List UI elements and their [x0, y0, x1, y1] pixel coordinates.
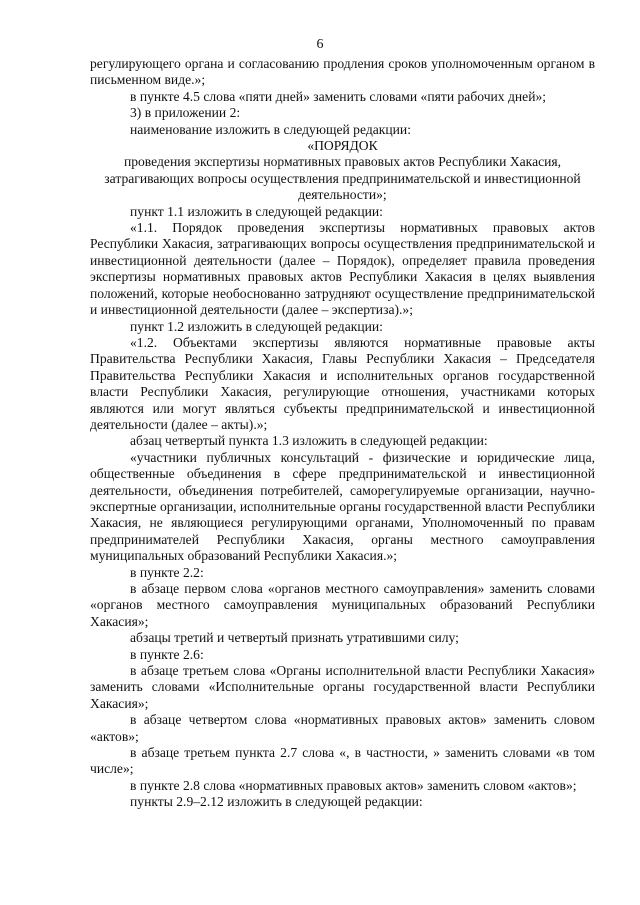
paragraph: абзац четвертый пункта 1.3 изложить в следующей редакции: — [130, 433, 488, 449]
paragraph: «1.1. Порядок проведения экспертизы нормативных правовых актов Республики Хакасия, затрагивающих вопросы осуществления предпринимательской и инвестиционной деятельности (далее – Порядок), определяет правила проведения экспертизы нормативных правовых актов Республики Хакасия в целях выявления положений, которые необоснованно затрудняют осуществление предпринимательской и инвестиционной деятельности (далее – экспертиза).»; — [90, 220, 595, 318]
paragraph: в абзаце первом слова «органов местного самоуправления» заменить словами «органов местного самоуправления муниципальных образований Республики Хакасия»; — [90, 581, 595, 629]
section-heading: «ПОРЯДОК — [307, 138, 378, 154]
paragraph: пункты 2.9–2.12 изложить в следующей редакции: — [130, 794, 423, 810]
paragraph: в пункте 2.8 слова «нормативных правовых актов» заменить словом «актов»; — [130, 777, 577, 793]
paragraph: регулирующего органа и согласованию продления сроков уполномоченным органом в письменном виде.»; — [90, 56, 595, 88]
section-subheading: проведения экспертизы нормативных правовых актов Республики Хакасия, затрагивающих вопросы осуществления предпринимательской и инвестиционной деятельности»; — [104, 154, 581, 203]
paragraph: в пункте 2.6: — [130, 646, 204, 662]
paragraph: пункт 1.2 изложить в следующей редакции: — [130, 318, 383, 334]
paragraph: в абзаце третьем слова «Органы исполнительной власти Республики Хакасия» заменить словами «Исполнительные органы государственной власти Республики Хакасия»; — [90, 663, 595, 711]
paragraph: наименование изложить в следующей редакции: — [130, 121, 411, 137]
paragraph: пункт 1.1 изложить в следующей редакции: — [130, 203, 383, 219]
paragraph: «1.2. Объектами экспертизы являются нормативные правовые акты Правительства Республики Хакасия, Главы Республики Хакасия – Председателя Правительства Республики Хакасия и исполнительных органов государственной власти Республики Хакасия, регулирующие отношения, участниками которых являются или могут являться субъекты предпринимательской и инвестиционной деятельности (далее – акты).»; — [90, 334, 595, 432]
paragraph: в абзаце четвертом слова «нормативных правовых актов» заменить словом «актов»; — [90, 712, 595, 744]
page-number: 6 — [316, 37, 324, 52]
paragraph: абзацы третий и четвертый признать утратившими силу; — [130, 630, 459, 646]
paragraph: в пункте 4.5 слова «пяти дней» заменить словами «пяти рабочих дней»; — [130, 88, 547, 104]
paragraph: 3) в приложении 2: — [130, 105, 241, 121]
document-body — [90, 56, 595, 811]
paragraph: в абзаце третьем пункта 2.7 слова «, в частности, » заменить словами «в том числе»; — [90, 745, 595, 777]
paragraph: «участники публичных консультаций - физические и юридические лица, общественные объединения в сфере предпринимательской и инвестиционной деятельности, объединения потребителей, саморегулируемые организации, научно-экспертные организации, исполнительные органы государственной власти Республики Хакасия, не являющиеся регулирующими органами, Уполномоченный по правам предпринимателей Республики Хакасия, органы местного самоуправления муниципальных образований Республики Хакасия.»; — [90, 449, 595, 564]
paragraph: в пункте 2.2: — [130, 564, 204, 580]
